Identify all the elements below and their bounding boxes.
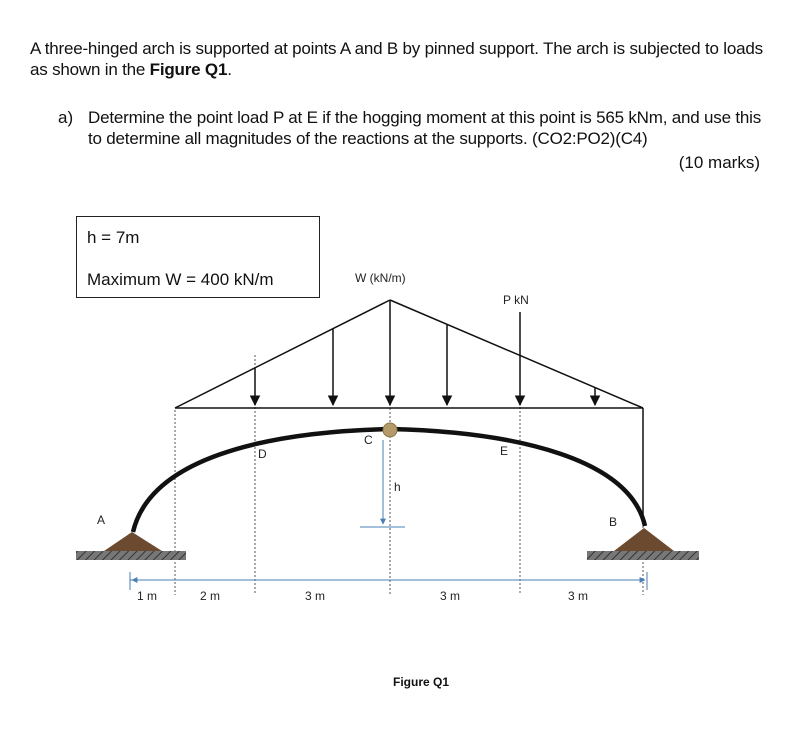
marks-label: (10 marks) xyxy=(678,153,760,172)
intro-text-b: . xyxy=(227,60,232,79)
label-c: C xyxy=(364,433,373,447)
support-b xyxy=(587,528,699,560)
dimension-label: 3 m xyxy=(568,589,589,603)
figure-caption: Figure Q1 xyxy=(393,675,450,689)
arch xyxy=(133,429,645,532)
figure-reference: Figure Q1 xyxy=(149,60,228,79)
support-a xyxy=(76,532,186,560)
given-height: h = 7m xyxy=(87,228,140,247)
dimension-label: 2 m xyxy=(200,589,221,603)
intro-text-a: A three-hinged arch is supported at points A and B by pinned support. The arch is subjected to loads as shown in the xyxy=(30,39,763,79)
label-b: B xyxy=(609,515,618,529)
h-label: h xyxy=(394,480,401,494)
dimension-label: 3 m xyxy=(440,589,461,603)
dimension-label: 1 m xyxy=(137,589,158,603)
label-a: A xyxy=(97,513,106,527)
point-load-label: P kN xyxy=(503,293,529,307)
question-text: Determine the point load P at E if the hogging moment at this point is 565 kNm, and use this to determine all magnitudes of the reactions at the supports. (CO2:PO2)(C4) xyxy=(88,108,762,148)
question-label: a) xyxy=(58,108,74,127)
label-d: D xyxy=(258,447,267,461)
label-e: E xyxy=(500,444,509,458)
hinge-c xyxy=(383,423,397,437)
distributed-load xyxy=(175,300,643,520)
load-label: W (kN/m) xyxy=(355,271,406,285)
dimension-line xyxy=(130,572,647,590)
given-max-load: Maximum W = 400 kN/m xyxy=(87,270,274,289)
dimension-label: 3 m xyxy=(305,589,326,603)
